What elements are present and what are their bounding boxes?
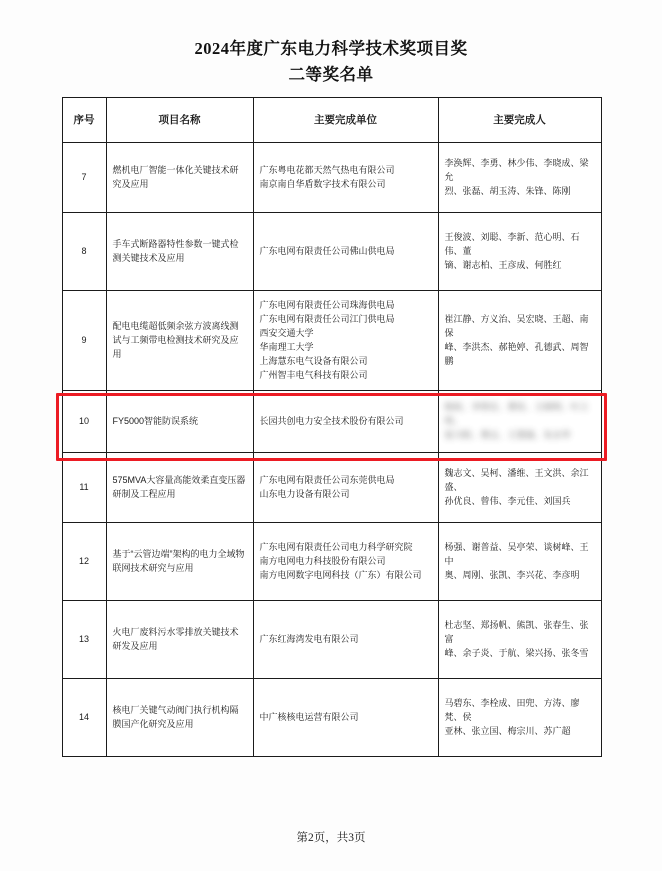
cell-org xyxy=(253,143,438,213)
people-line: 崔江静、方义治、吴宏晓、王超、南保 xyxy=(444,313,589,338)
cell-no: 14 xyxy=(62,679,106,757)
cell-people xyxy=(438,679,601,757)
cell-no: 9 xyxy=(62,291,106,391)
page-title: 2024年度广东电力科学技术奖项目奖 xyxy=(194,39,468,58)
org-line: 南京南自华盾数字技术有限公司 xyxy=(259,178,386,189)
cell-org xyxy=(253,453,438,523)
org-line: 南方电网数字电网科技（广东）有限公司 xyxy=(259,569,422,580)
people-line: 马碧东、李栓成、田兜、方涛、廖梵、侯 xyxy=(444,697,580,722)
cell-people-redacted xyxy=(438,391,601,453)
people-line: 李涣辉、李勇、林少伟、李晓成、梁允 xyxy=(444,157,589,182)
org-line: 华南理工大学 xyxy=(259,341,314,352)
people-line: 王俊波、刘聪、李新、范心明、石伟、董 xyxy=(444,231,580,256)
cell-project: 燃机电厂智能一体化关键技术研究及应用 xyxy=(106,143,253,213)
org-line: 广东电网有限责任公司江门供电局 xyxy=(259,313,395,324)
org-line: 广东粤电花都天然气热电有限公司 xyxy=(259,164,395,175)
org-line: 广东电网有限责任公司电力科学研究院 xyxy=(259,541,413,552)
org-line: 广东电网有限责任公司东莞供电局 xyxy=(259,474,395,485)
cell-org xyxy=(253,601,438,679)
people-line: 亚林、张立国、梅宗川、苏广超 xyxy=(444,725,571,736)
cell-org xyxy=(253,291,438,391)
people-line: 孙优良、曾伟、李元佳、刘国兵 xyxy=(444,495,571,506)
cell-project: FY5000智能防误系统 xyxy=(106,391,253,453)
cell-project: 火电厂废料污水零排放关键技术研发及应用 xyxy=(106,601,253,679)
people-line: 镝、谢志柏、王彦成、何胜红 xyxy=(444,259,562,270)
cell-people xyxy=(438,523,601,601)
cell-people xyxy=(438,213,601,291)
org-line: 中广核核电运营有限公司 xyxy=(259,711,359,722)
cell-no: 10 xyxy=(62,391,106,453)
people-line: 陈检、李智宏、曹佳、王晓明、叶立明、 xyxy=(444,401,589,426)
award-table-wrapper xyxy=(62,97,601,757)
table-row xyxy=(62,679,601,757)
cell-org xyxy=(253,213,438,291)
table-row xyxy=(62,291,601,391)
people-line: 张兴阳、曹志、王慧强、朱永华 xyxy=(444,429,571,440)
cell-no: 13 xyxy=(62,601,106,679)
column-header-people: 主要完成人 xyxy=(438,98,601,143)
cell-no: 8 xyxy=(62,213,106,291)
org-line: 广州智丰电气科技有限公司 xyxy=(259,369,368,380)
cell-project: 配电电缆超低频余弦方波离线测试与工频带电检测技术研究及应用 xyxy=(106,291,253,391)
cell-people xyxy=(438,143,601,213)
page-footer: 第2页，共3页 xyxy=(296,832,366,844)
people-line: 杜志坚、郑扬帆、熊凯、张春生、张富 xyxy=(444,619,589,644)
people-line: 魏志文、吴柯、潘维、王文洪、余江盛、 xyxy=(444,467,589,492)
cell-project: 手车式断路器特性参数一键式检测关键技术及应用 xyxy=(106,213,253,291)
table-row xyxy=(62,213,601,291)
org-line: 西安交通大学 xyxy=(259,327,314,338)
org-line: 上海慧东电气设备有限公司 xyxy=(259,355,368,366)
people-line: 杨强、谢普益、吴亭荣、谈树峰、王中 xyxy=(444,541,589,566)
cell-org xyxy=(253,679,438,757)
column-header-no: 序号 xyxy=(62,98,106,143)
org-line: 广东电网有限责任公司佛山供电局 xyxy=(259,245,395,256)
table-row xyxy=(62,143,601,213)
cell-no: 7 xyxy=(62,143,106,213)
cell-no: 12 xyxy=(62,523,106,601)
org-line: 山东电力设备有限公司 xyxy=(259,488,350,499)
table-row-highlighted xyxy=(62,391,601,453)
org-line: 长园共创电力安全技术股份有限公司 xyxy=(259,415,404,426)
people-line: 峰、余子炎、于航、梁兴扬、张冬雪 xyxy=(444,647,589,658)
cell-project: 核电厂关键气动阀门执行机构隔膜国产化研究及应用 xyxy=(106,679,253,757)
table-row xyxy=(62,601,601,679)
people-line: 峰、李洪杰、郝艳婷、孔德武、周智鹏 xyxy=(444,341,589,366)
org-line: 南方电网电力科技股份有限公司 xyxy=(259,555,386,566)
award-table xyxy=(62,97,602,757)
org-line: 广东电网有限责任公司珠海供电局 xyxy=(259,299,395,310)
org-line: 广东红海湾发电有限公司 xyxy=(259,633,359,644)
cell-org xyxy=(253,523,438,601)
cell-people xyxy=(438,601,601,679)
cell-project: 基于“云管边端”架构的电力全域物联网技术研究与应用 xyxy=(106,523,253,601)
cell-people xyxy=(438,453,601,523)
column-header-project: 项目名称 xyxy=(106,98,253,143)
people-line: 烈、张磊、胡玉涛、朱锋、陈刚 xyxy=(444,185,571,196)
cell-project: 575MVA大容量高能效柔直变压器研制及工程应用 xyxy=(106,453,253,523)
people-line: 奥、周刚、张凯、李兴花、李彦明 xyxy=(444,569,580,580)
table-header-row xyxy=(62,98,601,143)
column-header-org: 主要完成单位 xyxy=(253,98,438,143)
table-body xyxy=(62,143,601,757)
cell-no: 11 xyxy=(62,453,106,523)
table-row xyxy=(62,453,601,523)
page-subtitle: 二等奖名单 xyxy=(288,64,374,84)
cell-people xyxy=(438,291,601,391)
cell-org xyxy=(253,391,438,453)
table-row xyxy=(62,523,601,601)
